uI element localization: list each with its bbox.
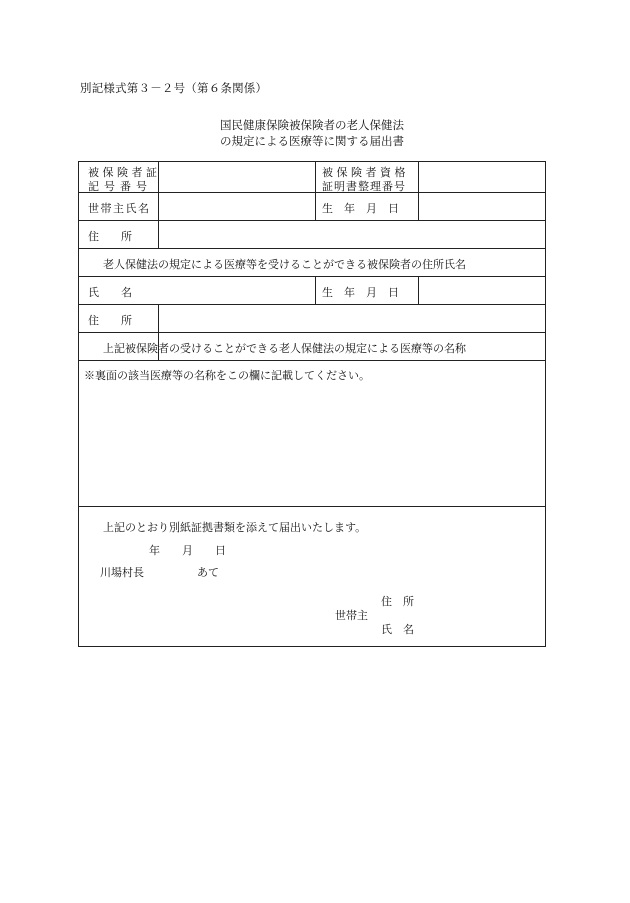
- signature-address-label: 住 所: [381, 595, 414, 608]
- addressee: 川場村長: [100, 566, 144, 579]
- householder-name-label: 世帯主氏名: [88, 202, 151, 215]
- qualification-cert-number-field[interactable]: [419, 163, 545, 191]
- form-title-line-1: 国民健康保険被保険者の老人保健法: [220, 118, 404, 132]
- insured-name-label: 氏 名: [88, 286, 132, 299]
- form-title-line-2: の規定による医療等に関する届出書: [220, 134, 404, 148]
- declaration-date: 年 月 日: [149, 544, 226, 557]
- column-divider: [315, 162, 316, 220]
- care-note: ※裏面の該当医療等の名称をこの欄に記載してください。: [84, 369, 370, 382]
- qualification-cert-label: 証明書整理番号: [322, 180, 406, 193]
- column-divider: [315, 276, 316, 304]
- declaration-statement: 上記のとおり別紙証拠書類を添えて届出いたします。: [103, 521, 367, 534]
- insured-cert-label: 記号番号: [88, 180, 152, 193]
- row-divider: [79, 360, 545, 361]
- insured-cert-label: 被保険者証: [88, 166, 161, 179]
- insured-name-field[interactable]: [159, 277, 314, 303]
- care-section-heading: 上記被保険者の受けることができる老人保健法の規定による医療等の名称: [103, 342, 466, 355]
- signature-name-field[interactable]: [424, 618, 534, 634]
- notification-form: [78, 161, 546, 647]
- householder-birthdate-label: 生 年 月 日: [322, 202, 399, 215]
- householder-label: 世帯主: [335, 609, 368, 622]
- insured-birthdate-field[interactable]: [419, 277, 545, 303]
- form-reference: 別記様式第３－２号（第６条関係）: [80, 81, 268, 95]
- signature-name-label: 氏 名: [381, 623, 414, 636]
- householder-name-field[interactable]: [159, 193, 314, 219]
- insured-cert-number-field[interactable]: [159, 163, 314, 191]
- householder-address-label: 住 所: [88, 230, 132, 243]
- row-divider: [79, 506, 545, 507]
- addressee-suffix: あて: [197, 566, 219, 579]
- qualification-cert-label: 被保険者資格: [322, 166, 409, 179]
- insured-section-heading: 老人保健法の規定による医療等を受けることができる被保険者の住所氏名: [103, 258, 466, 271]
- insured-address-label: 住 所: [88, 314, 132, 327]
- insured-address-field[interactable]: [159, 305, 545, 331]
- care-names-field[interactable]: [80, 384, 545, 504]
- householder-address-field[interactable]: [159, 221, 545, 247]
- row-divider: [79, 248, 545, 249]
- signature-address-field[interactable]: [424, 590, 534, 606]
- insured-birthdate-label: 生 年 月 日: [322, 286, 399, 299]
- row-divider: [79, 332, 545, 333]
- householder-birthdate-field[interactable]: [419, 193, 545, 219]
